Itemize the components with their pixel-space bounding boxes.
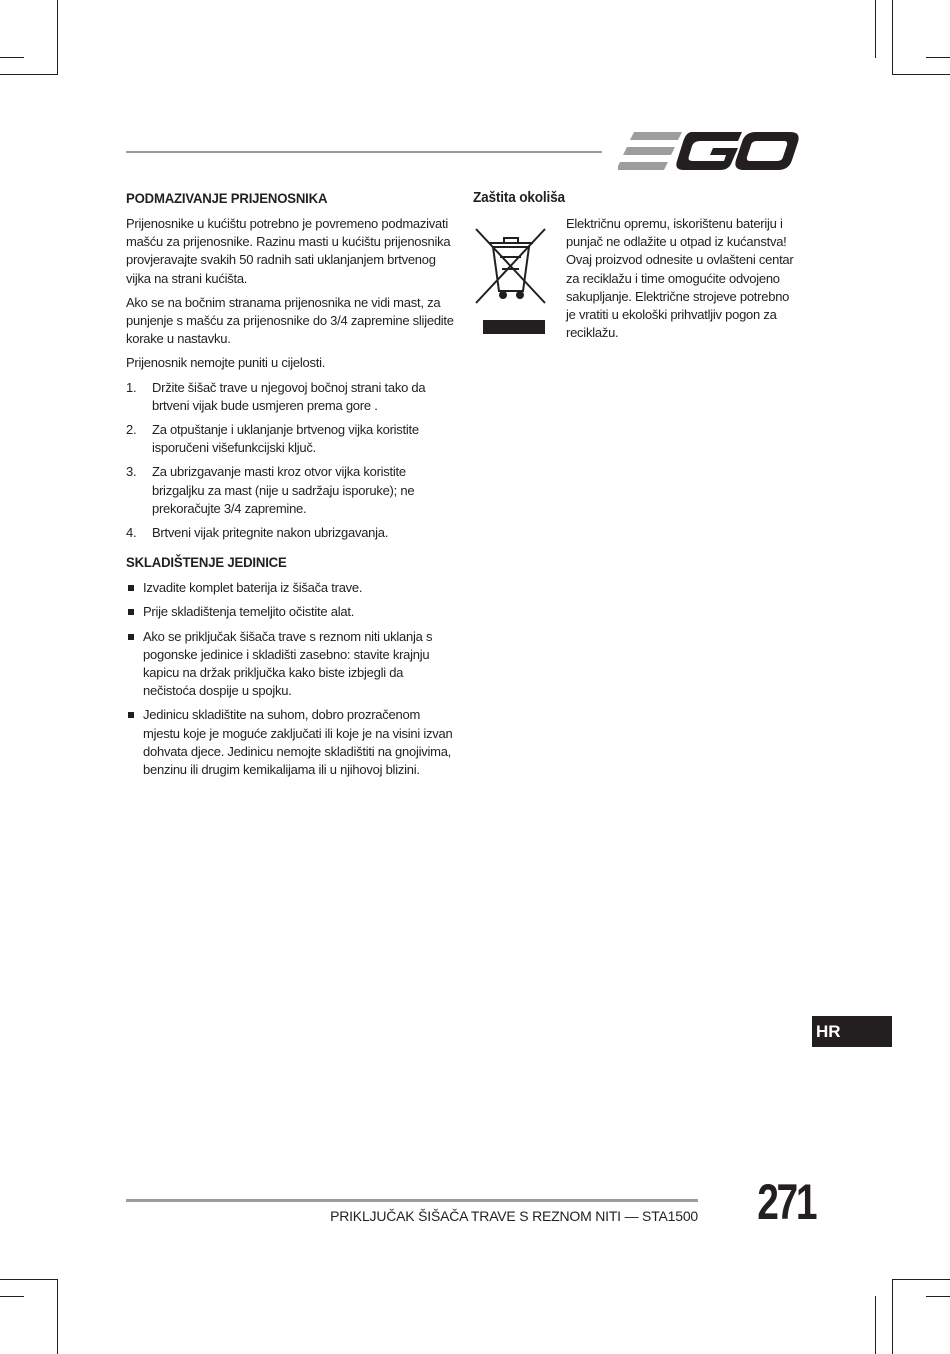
step-number: 1. [126, 379, 137, 395]
page-number: 271 [757, 1174, 816, 1230]
bullet-text: Ako se priključak šišača trave s reznom niti uklanja s pogonske jedinice i skladišti zasebno: stavite krajnju kapicu na držak priključka kako biste izbjegli da nečistoća dospije u spojku. [143, 628, 433, 699]
step-number: 2. [126, 422, 137, 438]
bullet-square-icon [128, 585, 134, 591]
step-text: Brtveni vijak pritegnite nakon ubrizgavanja. [152, 525, 389, 541]
crop-mark [0, 57, 24, 58]
crop-mark [875, 1296, 876, 1354]
crop-mark [875, 0, 876, 58]
crop-mark [892, 1279, 893, 1354]
crop-mark [57, 0, 58, 75]
environment-paragraph: Električnu opremu, iskorištenu bateriju i punjač ne odlažite u otpad iz kućanstva! Ovaj proizvod odnesite u ovlašteni centar za reciklažu i time omogućite odvojeno sakupljanje. Električne strojeve potrebno je vratiti u ekološki prihvatljiv pogon za reciklažu. [566, 216, 794, 341]
step-number: 3. [126, 464, 137, 480]
crop-mark [0, 74, 58, 75]
crop-mark [57, 1279, 58, 1354]
right-column [473, 190, 803, 215]
list-item [126, 421, 456, 457]
list-item [126, 463, 456, 518]
storage-section [126, 554, 456, 779]
step-text: Za ubrizgavanje masti kroz otvor vijka koristite brizgaljku za mast (nije u sadržaju isporuke); ne prekoračujte 3/4 zapremine. [152, 464, 415, 516]
bullet-text: Jedinicu skladištite na suhom, dobro prozračenom mjestu koje je moguće zaključati ili koje je na visini izvan dohvata djece. Jedinicu nemojte skladištiti na gnojivima, benzinu ili drugim kemikalijama ili u njihovoj blizini. [143, 707, 453, 778]
crop-mark [892, 0, 893, 75]
list-item [126, 628, 456, 701]
list-item [126, 579, 456, 597]
crop-mark [0, 1296, 24, 1297]
step-text: Za otpuštanje i uklanjanje brtvenog vijka koristite isporučeni višefunkcijski ključ. [152, 422, 419, 456]
storage-bullets [126, 579, 456, 779]
bullet-square-icon [128, 609, 134, 615]
bullet-square-icon [128, 634, 134, 640]
lubrication-steps [126, 379, 456, 543]
weee-crossed-bin-icon [473, 225, 549, 337]
footer-title: PRIKLJUČAK ŠIŠAČA TRAVE S REZNOM NITI — STA1500 [330, 1208, 698, 1224]
bullet-square-icon [128, 712, 134, 718]
crop-mark [926, 57, 950, 58]
lubrication-title: PODMAZIVANJE PRIJENOSNIKA [126, 190, 328, 206]
environment-text-block [566, 215, 802, 342]
list-item [126, 603, 456, 621]
list-item [126, 706, 456, 779]
list-item [126, 524, 456, 542]
lubrication-paragraph: Ako se na bočnim stranama prijenosnika ne vidi mast, za punjenje s mašću za prijenosnike do 3/4 zapremine slijedite korake u nastavku. [126, 294, 454, 347]
bullet-text: Prije skladištenja temeljito očistite alat. [143, 604, 355, 620]
lubrication-paragraph: Prijenosnike u kućištu potrebno je povremeno podmazivati mašću za prijenosnike. Razinu masti u kućištu prijenosnika provjeravajte svakih 50 radnih sati uklanjanjem brtvenog vijka na strani kućišta. [126, 216, 451, 286]
bullet-text: Izvadite komplet baterija iz šišača trave. [143, 580, 363, 596]
step-text: Držite šišač trave u njegovoj bočnoj strani tako da brtveni vijak bude usmjeren prema gore . [152, 379, 426, 413]
step-number: 4. [126, 525, 137, 541]
lubrication-paragraph: Prijenosnik nemojte puniti u cijelosti. [126, 355, 326, 371]
crop-mark [892, 74, 950, 75]
environment-title: Zaštita okoliša [473, 190, 565, 206]
crop-mark [892, 1279, 950, 1280]
header-rule [126, 151, 602, 153]
storage-title: SKLADIŠTENJE JEDINICE [126, 554, 287, 571]
ego-logo [618, 130, 800, 172]
list-item [126, 379, 456, 415]
left-column [126, 190, 456, 785]
crop-mark [926, 1296, 950, 1297]
language-tab: HR [812, 1016, 892, 1047]
lubrication-section [126, 190, 456, 542]
footer-rule [126, 1199, 698, 1202]
crop-mark [0, 1279, 58, 1280]
